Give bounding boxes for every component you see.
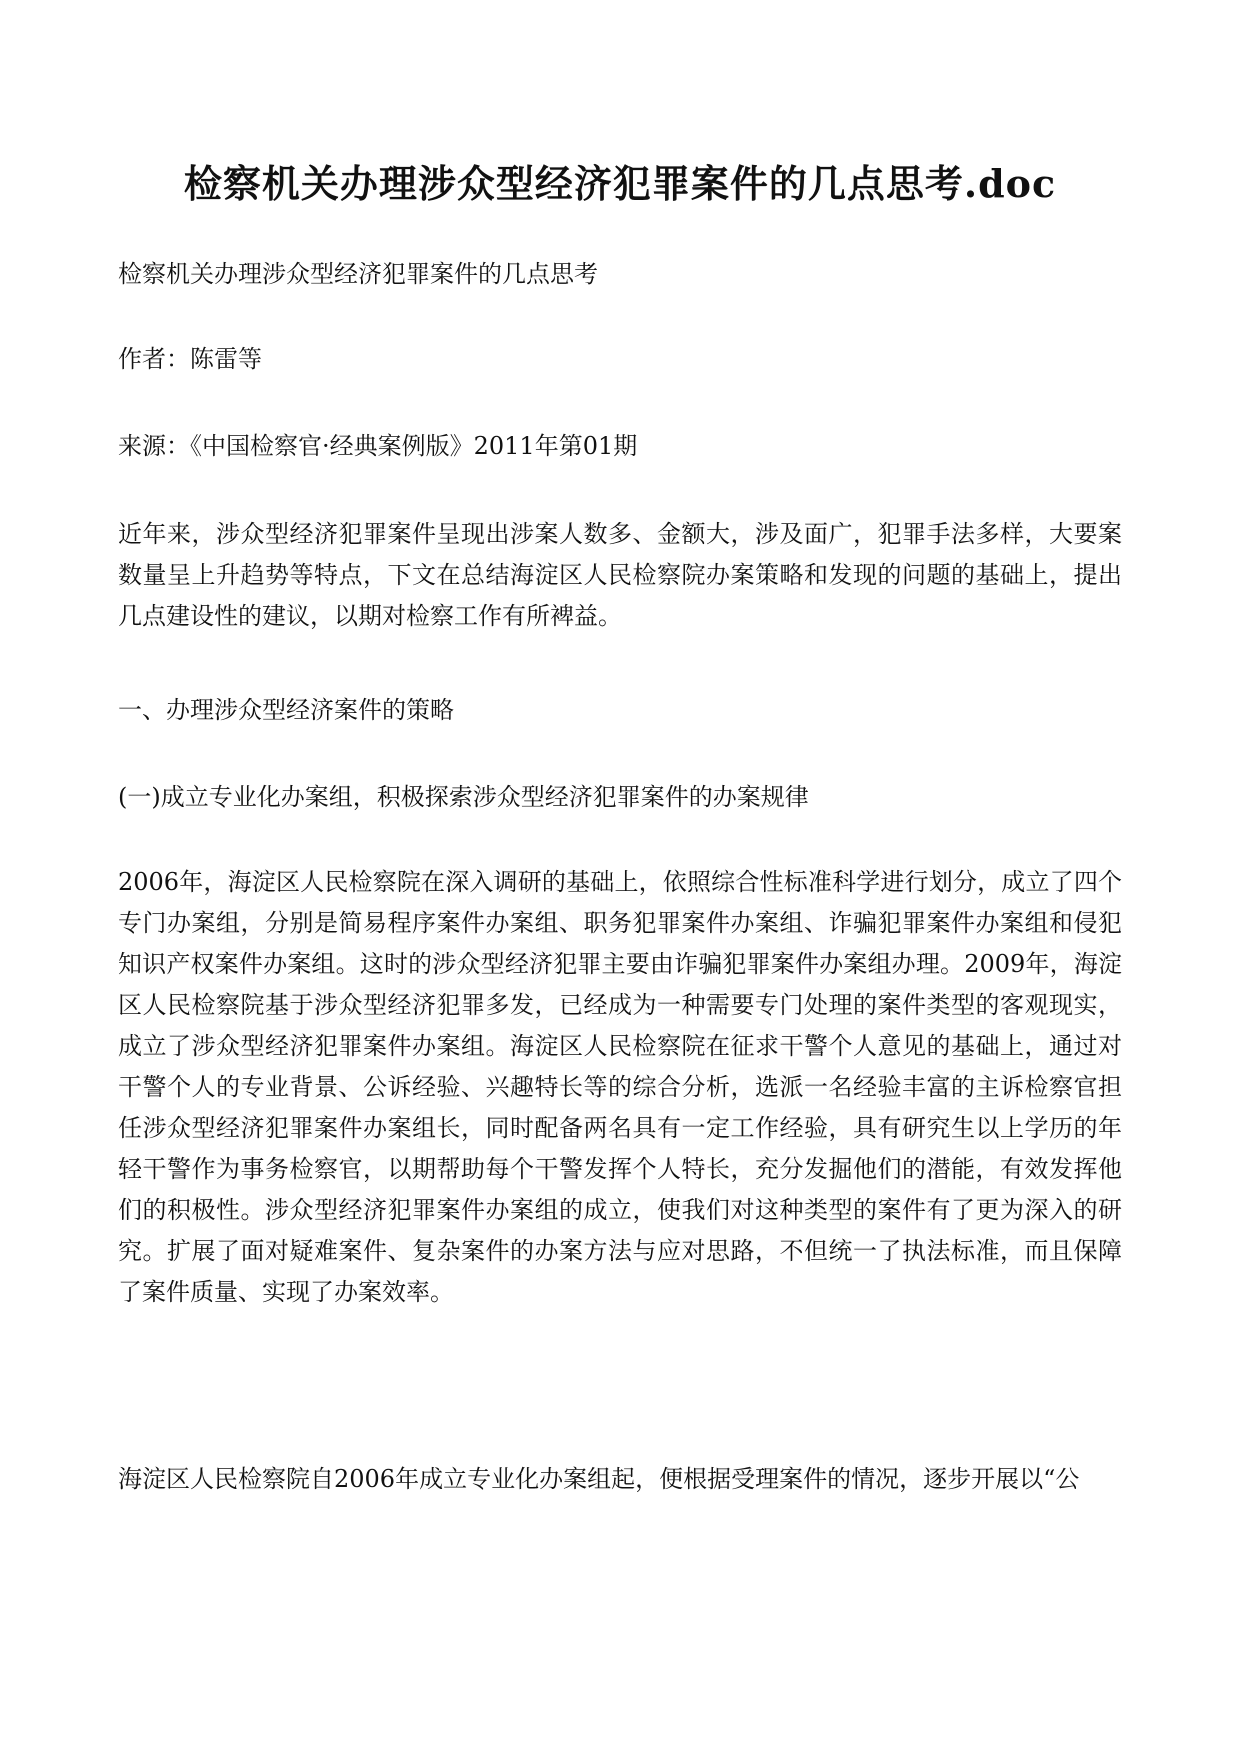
body-paragraph-continued: 海淀区人民检察院自2006年成立专业化办案组起，便根据受理案件的情况，逐步开展以“公 bbox=[118, 1465, 1080, 1493]
author-line: 作者：陈雷等 bbox=[118, 345, 262, 373]
intro-paragraph: 近年来，涉众型经济犯罪案件呈现出涉案人数多、金额大，涉及面广，犯罪手法多样，大要案数量呈上升趋势等特点，下文在总结海淀区人民检察院办案策略和发现的问题的基础上，提出几点建设性的建议，以期对检察工作有所裨益。 bbox=[118, 520, 1122, 630]
article-title: 检察机关办理涉众型经济犯罪案件的几点思考 bbox=[118, 260, 598, 288]
source-line: 来源：《中国检察官·经典案例版》2011年第01期 bbox=[118, 432, 638, 460]
subsection-heading: (一)成立专业化办案组，积极探索涉众型经济犯罪案件的办案规律 bbox=[118, 783, 809, 811]
document-title: 检察机关办理涉众型经济犯罪案件的几点思考.doc bbox=[183, 161, 1057, 206]
body-paragraph: 2006年，海淀区人民检察院在深入调研的基础上，依照综合性标准科学进行划分，成立了四个专门办案组，分别是简易程序案件办案组、职务犯罪案件办案组、诈骗犯罪案件办案组和侵犯知识产权案件办案组。这时的涉众型经济犯罪主要由诈骗犯罪案件办案组办理。2009年，海淀区人民检察院基于涉众型经济犯罪多发，已经成为一种需要专门处理的案件类型的客观现实，成立了涉众型经济犯罪案件办案组。海淀区人民检察院在征求干警个人意见的基础上，通过对干警个人的专业背景、公诉经验、兴趣特长等的综合分析，选派一名经验丰富的主诉检察官担任涉众型经济犯罪案件办案组长，同时配备两名具有一定工作经验，具有研究生以上学历的年轻干警作为事务检察官，以期帮助每个干警发挥个人特长，充分发掘他们的潜能，有效发挥他们的积极性。涉众型经济犯罪案件办案组的成立，使我们对这种类型的案件有了更为深入的研究。扩展了面对疑难案件、复杂案件的办案方法与应对思路，不但统一了执法标准，而且保障了案件质量、实现了办案效率。 bbox=[118, 868, 1122, 1306]
section-heading: 一、办理涉众型经济案件的策略 bbox=[118, 696, 454, 724]
